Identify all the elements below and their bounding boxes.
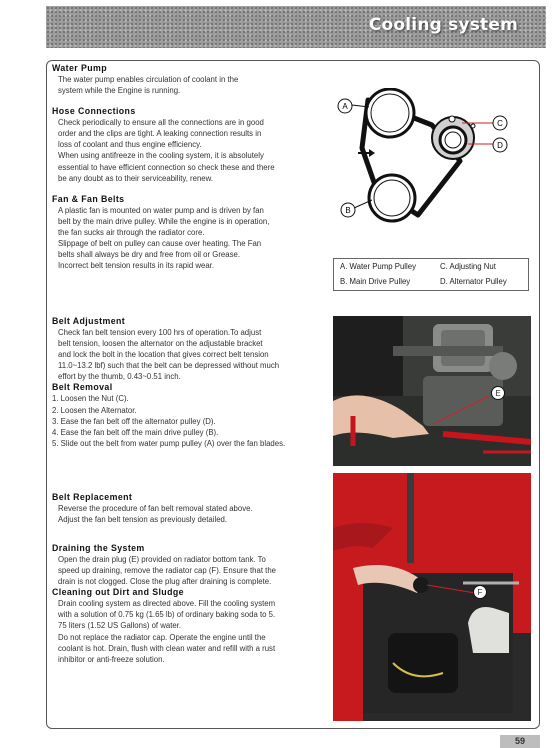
svg-text:C: C: [497, 119, 503, 128]
belt-replacement-section: [52, 492, 322, 525]
callout-f: F: [473, 585, 487, 599]
belt-diagram-svg: [332, 88, 530, 228]
belt-diagram: [332, 88, 530, 228]
list-item: 5. Slide out the belt from water pump pulley (A) over the fan blades.: [52, 438, 286, 448]
draining-text: Open the drain plug (E) provided on radiator bottom tank. To speed up draining, remove the radiator cap (F). Ensure that the drain is not clogged. Close the plug after draining is complete.: [58, 555, 277, 587]
fan-belts-text: A plastic fan is mounted on water pump and is driven by fan belt by the main drive pulley. While the engine is in operation, the fan sucks air through the radiator core. Slippage of belt on pulley can cause over heating. The Fan belts shall always be dry and free from oil or Grease. Incorrect belt tension results in its rapid wear.: [58, 205, 270, 271]
cleaning-text: Drain cooling system as directed above. Fill the cooling system with a solution of 0.75 kg (1.65 lb) of ordinary baking soda to 5. 75 liters (1.52 US Gallons) of water. Do not replace the radiator cap. Operate the engine until the coolant is hot. Drain, flush with clean water and refill with a rust inhibitor or anti-freeze solution.: [58, 599, 276, 664]
draining-section: [52, 543, 322, 665]
hose-connections-text: Check periodically to ensure all the connections are in good order and the clips are tight. A leaking connection results in loss of coolant and thus engine efficiency. When using antifreeze in the cooling system, it is absolutely essential to have efficient connection so check these and there be any doubt as to their serviceability, renew.: [58, 118, 275, 183]
left-column: [52, 63, 324, 271]
adjusting-nut: [449, 116, 455, 122]
cleaning-title: Cleaning out Dirt and Sludge: [52, 587, 184, 598]
photo-drain-plug: [333, 316, 531, 466]
belt-replacement-title: Belt Replacement: [52, 492, 133, 502]
svg-text:D: D: [497, 141, 503, 150]
draining-title: Draining the System: [52, 543, 145, 553]
page-number: 59: [500, 735, 540, 748]
water-pump-text: The water pump enables circulation of coolant in the system while the Engine is running.: [58, 75, 239, 96]
belt-removal-steps: [52, 393, 322, 448]
page-title: Cooling system: [368, 15, 518, 35]
belt-adjustment-text: Check fan belt tension every 100 hrs of operation.To adjust belt tension, loosen the alternator on the adjustable bracket and lock the bolt in the location that gives correct belt tension 11.0~13.2 lbf) such that the belt can be depressed without much effort by the thumb, 0.43~0.51 inch.: [58, 328, 280, 382]
belt-removal-title: Belt Removal: [52, 382, 113, 393]
list-item: 1. Loosen the Nut (C).: [52, 394, 129, 404]
legend-item-c: C. Adjusting Nut: [440, 262, 496, 271]
svg-text:B: B: [345, 206, 351, 215]
list-item: 3. Ease the fan belt off the alternator pulley (D).: [52, 416, 216, 426]
diagram-legend: [333, 258, 529, 291]
list-item: 4. Ease the fan belt off the main drive pulley (B).: [52, 427, 219, 437]
water-pump-title: Water Pump: [52, 63, 107, 73]
water-pump-pulley: [366, 89, 414, 137]
belt-replacement-text: Reverse the procedure of fan belt removal stated above. Adjust the fan belt tension as previously detailed.: [58, 504, 253, 525]
belt-adjustment-section: [52, 316, 322, 449]
photo-radiator-cap: [333, 473, 531, 721]
belt-adjustment-title: Belt Adjustment: [52, 316, 126, 326]
legend-item-b: B. Main Drive Pulley: [340, 277, 411, 286]
main-drive-pulley: [369, 175, 415, 221]
legend-item-d: D. Alternator Pulley: [440, 277, 507, 286]
callout-e: E: [491, 386, 505, 400]
legend-item-a: A. Water Pump Pulley: [340, 262, 416, 271]
list-item: 2. Loosen the Alternator.: [52, 405, 137, 415]
fan-belts-title: Fan & Fan Belts: [52, 193, 125, 204]
header-banner: [46, 6, 546, 48]
svg-text:A: A: [342, 102, 348, 111]
hose-connections-title: Hose Connections: [52, 106, 136, 117]
